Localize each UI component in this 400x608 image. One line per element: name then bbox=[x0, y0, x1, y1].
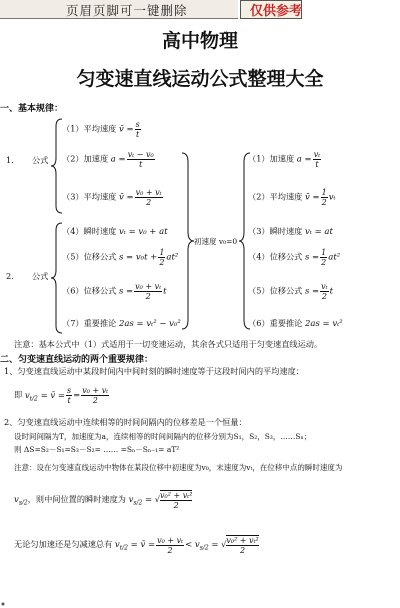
page-subtitle: 匀变速直线运动公式整理大全 bbox=[76, 68, 324, 90]
rule1-formula: 即 $v_{t/2}$ = v̄ = $\frac{s}{t}$ = $\frac{\text{v₀ + vₜ}}{2}$ bbox=[14, 386, 109, 405]
formula-number: （3） bbox=[248, 226, 270, 236]
formula-label: 瞬时速度 bbox=[83, 226, 117, 236]
formula-number: （2） bbox=[248, 191, 270, 202]
formula-label: 位移公式 bbox=[269, 251, 303, 262]
formula-label: 位移公式 bbox=[83, 251, 117, 262]
left-formula-1: （1）平均速度 v̄ = $\frac{s}{t}$ bbox=[62, 120, 140, 139]
formula-number: （2） bbox=[62, 153, 84, 164]
row2-label: 公式 bbox=[32, 271, 49, 281]
formula-label: 位移公式 bbox=[269, 285, 303, 296]
rule4-formula: 无论匀加速还是匀减速总有 $v_{t/2}$ = v̄ = $\frac{\text{v₀ + vₜ}}{2}$ < $v_{s/2}$ = √ $\frac{\text{v₀² + vₜ²}}{2}$ bbox=[14, 535, 259, 555]
rule3-text-2: ，则中间位置的瞬时速度为 bbox=[27, 494, 126, 504]
section2-heading: 二、匀变速直线运动的两个重要规律： bbox=[0, 355, 154, 365]
rule2-line1: 设时间间隔为T，加速度为a，连续相等的时间间隔内的位移分别为S₁，S₂，S₃，……Sₙ； bbox=[14, 432, 312, 441]
header-banner-text: 页眉页脚可一键删除 bbox=[66, 3, 188, 18]
left-formula-5: （5）位移公式 s = v₀t + $\frac{1}{2}$ at² bbox=[62, 248, 179, 267]
reference-tag-text: 仅供参考 bbox=[250, 4, 303, 19]
left-formula-4: （4）瞬时速度 vₜ = v₀ + at bbox=[62, 226, 168, 237]
right-formula-1: （1）加速度 a = $\frac{\text{vₜ}}{t}$ bbox=[248, 150, 321, 169]
right-formula-4: （4）位移公式 s = $\frac{1}{2}$ at² bbox=[248, 248, 341, 267]
section1-heading: 一、基本规律： bbox=[0, 104, 64, 114]
rule2-line2: 则 ΔS=S₂－S₁=S₃－S₂= …… =Sₙ－Sₙ₋₁= aT² bbox=[14, 445, 180, 454]
formula-number: （1） bbox=[62, 123, 84, 134]
rule1-text: 1、匀变速直线运动中某段时间内中间时刻的瞬时速度等于这段时间内的平均速度： bbox=[4, 366, 304, 376]
left-formula-6: （6）位移公式 s = $\frac{\text{v₀ + vₜ}}{2}$ t bbox=[62, 282, 167, 301]
left-formula-2: （2）加速度 a = $\frac{\text{vₜ − v₀}}{t}$ bbox=[62, 150, 154, 169]
corner-mark bbox=[0, 601, 6, 607]
formula-label: 加速度 bbox=[83, 153, 109, 164]
formula-number: （5） bbox=[248, 285, 270, 296]
right-formula-6: （6）重要推论 2as = vₜ² bbox=[248, 318, 343, 329]
rule2-text: 2、匀变速直线运动中连续相等的时间间隔内的位移差是一个恒量： bbox=[4, 417, 247, 427]
initial-velocity-zero-label: 初速度 v₀=0 bbox=[194, 237, 238, 246]
formula-label: 重要推论 bbox=[269, 318, 303, 328]
formula-number: （1） bbox=[248, 153, 270, 164]
formula-label: 瞬时速度 bbox=[269, 226, 303, 236]
page-title: 高中物理 bbox=[161, 30, 238, 52]
formula-prefix: 即 bbox=[14, 389, 23, 400]
formula-number: （4） bbox=[62, 226, 84, 236]
formula-label: 平均速度 bbox=[83, 123, 117, 134]
right-formula-3: （3）瞬时速度 vₜ = at bbox=[248, 226, 333, 237]
formula-label: 重要推论 bbox=[83, 318, 117, 328]
formula-label: 加速度 bbox=[269, 153, 295, 164]
right-formula-5: （5）位移公式 s = $\frac{\text{vₜ}}{2}$ t bbox=[248, 282, 334, 301]
formula-label: 平均速度 bbox=[269, 191, 303, 202]
formula-label: 平均速度 bbox=[83, 191, 117, 202]
right-brace bbox=[238, 152, 252, 330]
left-formula-3: （3）平均速度 v̄ = $\frac{\text{v₀ + vₜ}}{2}$ bbox=[62, 188, 162, 207]
row1-number: 1. bbox=[6, 155, 14, 165]
rule3-formula: $v_{s/2}$，则中间位置的瞬时速度为 $v_{s/2}$ = √ $\frac{\text{v₀² + vₜ²}}{2}$ bbox=[14, 491, 193, 510]
formula-number: （7） bbox=[62, 318, 84, 328]
formula-number: （3） bbox=[62, 191, 84, 202]
rule3-text: 注意：设在匀变速直线运动中物体在某段位移中初速度为v₀，末速度为vₜ，在位移中点的瞬时速度为 bbox=[14, 463, 343, 472]
rule4-text: 无论匀加速还是匀减速总有 bbox=[14, 539, 113, 549]
left-formula-7: （7）重要推论 2as = vₜ² − v₀² bbox=[62, 318, 181, 329]
row2-number: 2. bbox=[6, 271, 14, 281]
right-formula-2: （2）平均速度 v̄ = $\frac{1}{2}$ vₜ bbox=[248, 188, 336, 207]
formula-number: （4） bbox=[248, 251, 270, 262]
section1-note: 注意：基本公式中（1）式适用于一切变速运动，其余各式只适用于匀变速直线运动。 bbox=[14, 339, 323, 349]
row1-label: 公式 bbox=[32, 155, 49, 165]
formula-number: （6） bbox=[62, 285, 84, 296]
formula-number: （5） bbox=[62, 251, 84, 262]
formula-label: 位移公式 bbox=[83, 285, 117, 296]
formula-number: （6） bbox=[248, 318, 270, 328]
